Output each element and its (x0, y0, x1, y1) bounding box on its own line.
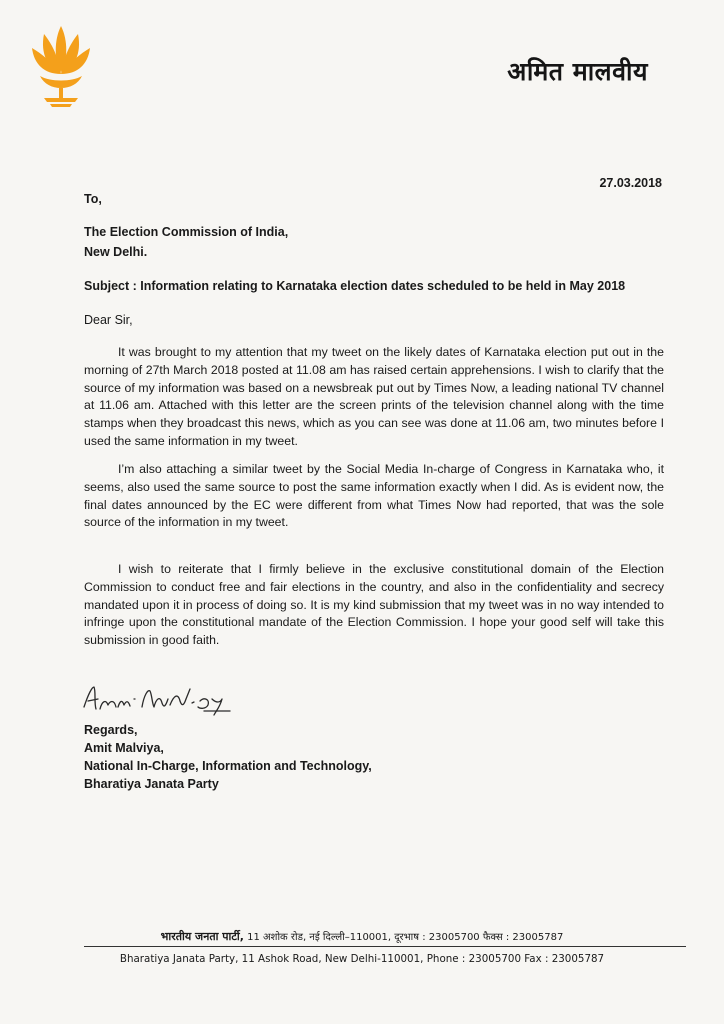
paragraph-1: It was brought to my attention that my tweet on the likely dates of Karnataka election put out in the morning of 27th March 2018 posted at 11.08 am has raised certain apprehensions. I wish to clarify that the source of my information was based on a newsbreak put out by Times Now, a leading national TV channel at 11.06 am. Attached with this letter are the screen prints of the television channel along with the time stamps when they broadcast this news, which as you can see was done at 11.06 am, two minutes before I used the same information in my tweet. (84, 345, 664, 448)
closing-block (84, 721, 372, 793)
sender-title: National In-Charge, Information and Technology, (84, 759, 372, 773)
recipient-address (84, 222, 288, 262)
footer-address-hindi (0, 929, 724, 944)
to-label: To, (84, 192, 102, 206)
salutation: Dear Sir, (84, 313, 133, 327)
subject-line: Subject : Information relating to Karnataka election dates scheduled to be held in May 2018 (84, 279, 626, 293)
footer-divider (84, 946, 686, 947)
paragraph-2: I’m also attaching a similar tweet by the Social Media In-charge of Congress in Karnataka who, it seems, also used the same source to post the same information exactly when I did. As is evident now, the final dates announced by the EC were different from what Times Now had reported, that was the sole source of the information in my tweet. (84, 462, 664, 530)
recipient-line-1: The Election Commission of India, (84, 225, 289, 239)
handwritten-signature (80, 681, 280, 717)
footer-details-hindi: 11 अशोक रोड, नई दिल्ली–110001, दूरभाष : 23005700 फैक्स : 23005787 (243, 932, 564, 943)
lotus-logo (30, 22, 92, 112)
regards-label: Regards, (84, 723, 138, 737)
letter-date: 27.03.2018 (599, 176, 662, 190)
recipient-line-2: New Delhi. (84, 245, 148, 259)
sender-organization: Bharatiya Janata Party (84, 777, 219, 791)
sender-name-hindi: अमित मालवीय (507, 57, 648, 86)
footer-org-hindi: भारतीय जनता पार्टी, (160, 930, 244, 943)
sender-name: Amit Malviya, (84, 741, 164, 755)
paragraph-3: I wish to reiterate that I firmly believe in the exclusive constitutional domain of the Election Commission to conduct free and fair elections in the country, and also in the confidentiality and secrecy mandated upon it in process of doing so. It is my kind submission that my tweet was in no way intended to infringe upon the constitutional mandate of the Election Commission. I hope your good self will take this submission in good faith. (84, 562, 664, 648)
footer-address-english: Bharatiya Janata Party, 11 Ashok Road, New Delhi-110001, Phone : 23005700 Fax : 23005787 (119, 953, 605, 965)
